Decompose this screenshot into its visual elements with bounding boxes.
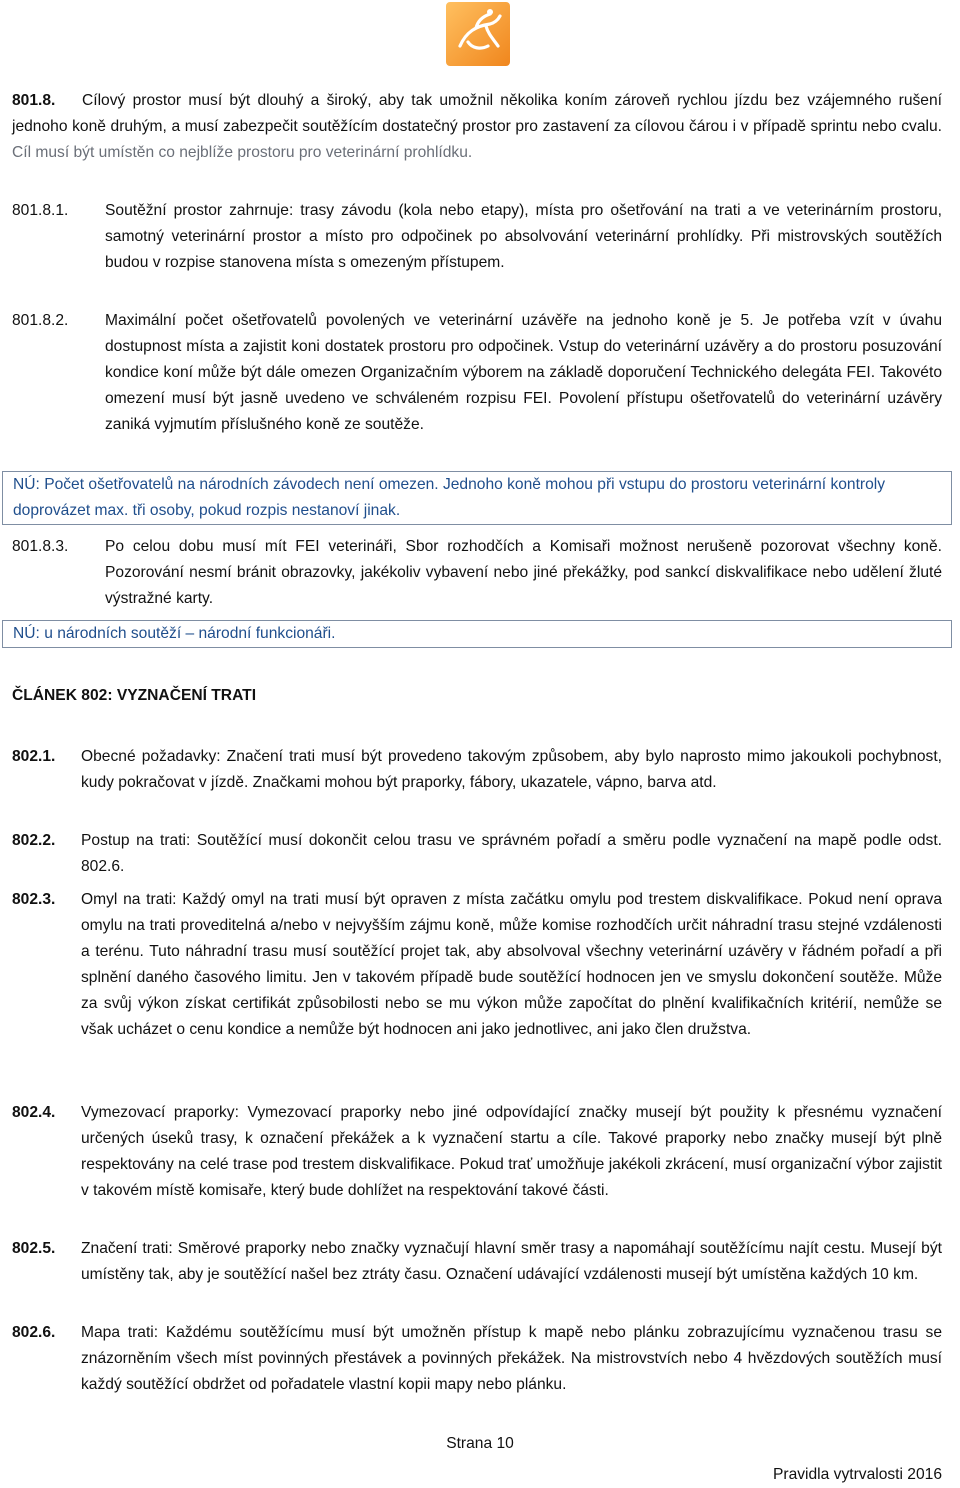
section-number: 801.8.2.: [12, 312, 69, 329]
section-text: Soutěžní prostor zahrnuje: trasy závodu (kola nebo etapy), místa pro ošetřování na trati a ve veterinárním prostoru, samotný veterinární prostor a místo pro odpočinek po absolvování veterinární prohlídky. Při mistrovských soutěžích budou v rozpise stanovena místa s omezeným přístupem.: [105, 202, 942, 271]
section-text: Maximální počet ošetřovatelů povolených ve veterinární uzávěře na jednoho koně je 5. Je potřeba vzít v úvahu dostupnost místa a zajistit koni dostatek prostoru pro odpočinek. Vstup do veterinární uzávěry a do prostoru posuzování kondice koní může být dále omezen Organizačním výborem na základě doporučení Technického delegáta FEI. Takovéto omezení musí být jasně uvedeno ve schváleném rozpisu FEI. Povolení přístupu ošetřovatelů do veterinární uzávěry zaniká vyjmutím příslušného koně ze soutěže.: [105, 312, 942, 433]
section-text: [12, 88, 942, 166]
national-rule-note: [2, 471, 952, 525]
section-text: Po celou dobu musí mít FEI veterináři, Sbor rozhodčích a Komisaři možnost nerušeně pozorovat všechny koně. Pozorování nesmí bránit obrazovky, jakékoliv vybavení nebo jiné překážky, pod sankcí diskvalifikace nebo udělení žluté výstražné karty.: [105, 538, 942, 607]
national-rule-note: [2, 620, 952, 648]
section-number: 801.8.3.: [12, 538, 69, 555]
section-text: Vymezovací praporky: Vymezovací praporky nebo jiné odpovídající značky musejí být použity k přesnému vyznačení určených úseků trasy, k označení překážek a k vyznačení startu a cíle. Takové praporky nebo značky musejí být plně respektovány na celé trase pod trestem diskvalifikace. Pokud trať umožňuje jakékoli zkrácení, musí organizační výbor zajistit v takovém místě komisaře, který bude dohlížet na respektování takové části.: [81, 1104, 942, 1199]
section-802-3: [12, 887, 942, 1043]
section-802-2: [12, 828, 942, 880]
section-text: Omyl na trati: Každý omyl na trati musí být opraven z místa začátku omylu pod trestem diskvalifikace. Pokud není oprava omylu na trati proveditelná a/nebo v nejvyšším zájmu koně, může komise rozhodčích určit náhradní trasu stejné vzdálenosti a terénu. Tuto náhradní trasu musí soutěžící projet tak, aby absolvoval všechny veterinární uzávěry v řádném pořadí a při splnění daného časového limitu. Jen v takovém případě bude soutěžící hodnocen jen ve smyslu dokončení soutěže. Může za svůj výkon získat certifikát způsobilosti nebo se mu výkon může započítat do plnění kvalifikačních kritérií, nemůže se však ucházet o cenu kondice a nemůže být hodnocen ani jako jednotlivec, ani jako člen družstva.: [81, 891, 942, 1038]
section-text: Obecné požadavky: Značení trati musí být provedeno takovým způsobem, aby bylo naprosto mimo jakoukoli pochybnost, kudy pokračovat v jízdě. Značkami mohou být praporky, fábory, ukazatele, vápno, barva atd.: [81, 748, 942, 791]
section-number: 802.5.: [12, 1240, 56, 1257]
section-802-6: [12, 1320, 942, 1398]
section-802-4: [12, 1100, 942, 1204]
section-801-8-2: [12, 308, 942, 438]
section-number: 802.2.: [12, 832, 56, 849]
section-text-part: Cílový prostor musí být dlouhý a široký, aby tak umožnil několika koním zároveň rychlou jízdu bez vzájemného rušení jednoho koně druhým, a musí zabezpečit soutěžícím dostatečný prostor pro zastavení za cílovou čárou i v případě sprintu nebo cvalu.: [12, 92, 942, 135]
section-number: 801.8.1.: [12, 202, 69, 219]
section-802-1: [12, 744, 942, 796]
article-heading: ČLÁNEK 802: VYZNAČENÍ TRATI: [12, 687, 257, 704]
section-text: Značení trati: Směrové praporky nebo značky vyznačují hlavní směr trasy a napomáhají soutěžícímu najít cestu. Musejí být umístěny tak, aby je soutěžící našel bez ztráty času. Označení udávající vzdálenosti musejí být umístěna každých 10 km.: [81, 1240, 942, 1283]
document-title-footer: Pravidla vytrvalosti 2016: [772, 1466, 942, 1483]
page-number: Strana 10: [446, 1435, 514, 1452]
organization-logo: [446, 2, 510, 66]
horse-rider-logo-icon: [446, 2, 510, 66]
section-number: 802.4.: [12, 1104, 56, 1121]
section-801-8-3: [12, 534, 942, 612]
note-text: NÚ: u národních soutěží – národní funkcionáři.: [13, 625, 336, 642]
section-number: 802.1.: [12, 748, 56, 765]
section-number: 801.8.: [12, 92, 56, 109]
section-text-part: Cíl musí být umístěn co nejblíže prostoru pro veterinární prohlídku.: [12, 144, 473, 161]
section-802-5: [12, 1236, 942, 1288]
note-text: NÚ: Počet ošetřovatelů na národních závodech není omezen. Jednoho koně mohou při vstupu do prostoru veterinární kontroly doprovázet max. tři osoby, pokud rozpis nestanoví jinak.: [13, 476, 886, 519]
section-801-8-1: [12, 198, 942, 276]
section-number: 802.6.: [12, 1324, 56, 1341]
section-text: Postup na trati: Soutěžící musí dokončit celou trasu ve správném pořadí a směru podle vyznačení na mapě podle odst. 802.6.: [81, 832, 942, 875]
section-text: Mapa trati: Každému soutěžícímu musí být umožněn přístup k mapě nebo plánku zobrazujícímu vyznačenou trasu se znázorněním všech míst povinných přestávek a povinných překážek. Na mistrovstvích nebo 4 hvězdových soutěžích musí každý soutěžící obdržet od pořadatele vlastní kopii mapy nebo plánku.: [81, 1324, 942, 1393]
section-number: 802.3.: [12, 891, 56, 908]
section-801-8: [12, 88, 942, 166]
